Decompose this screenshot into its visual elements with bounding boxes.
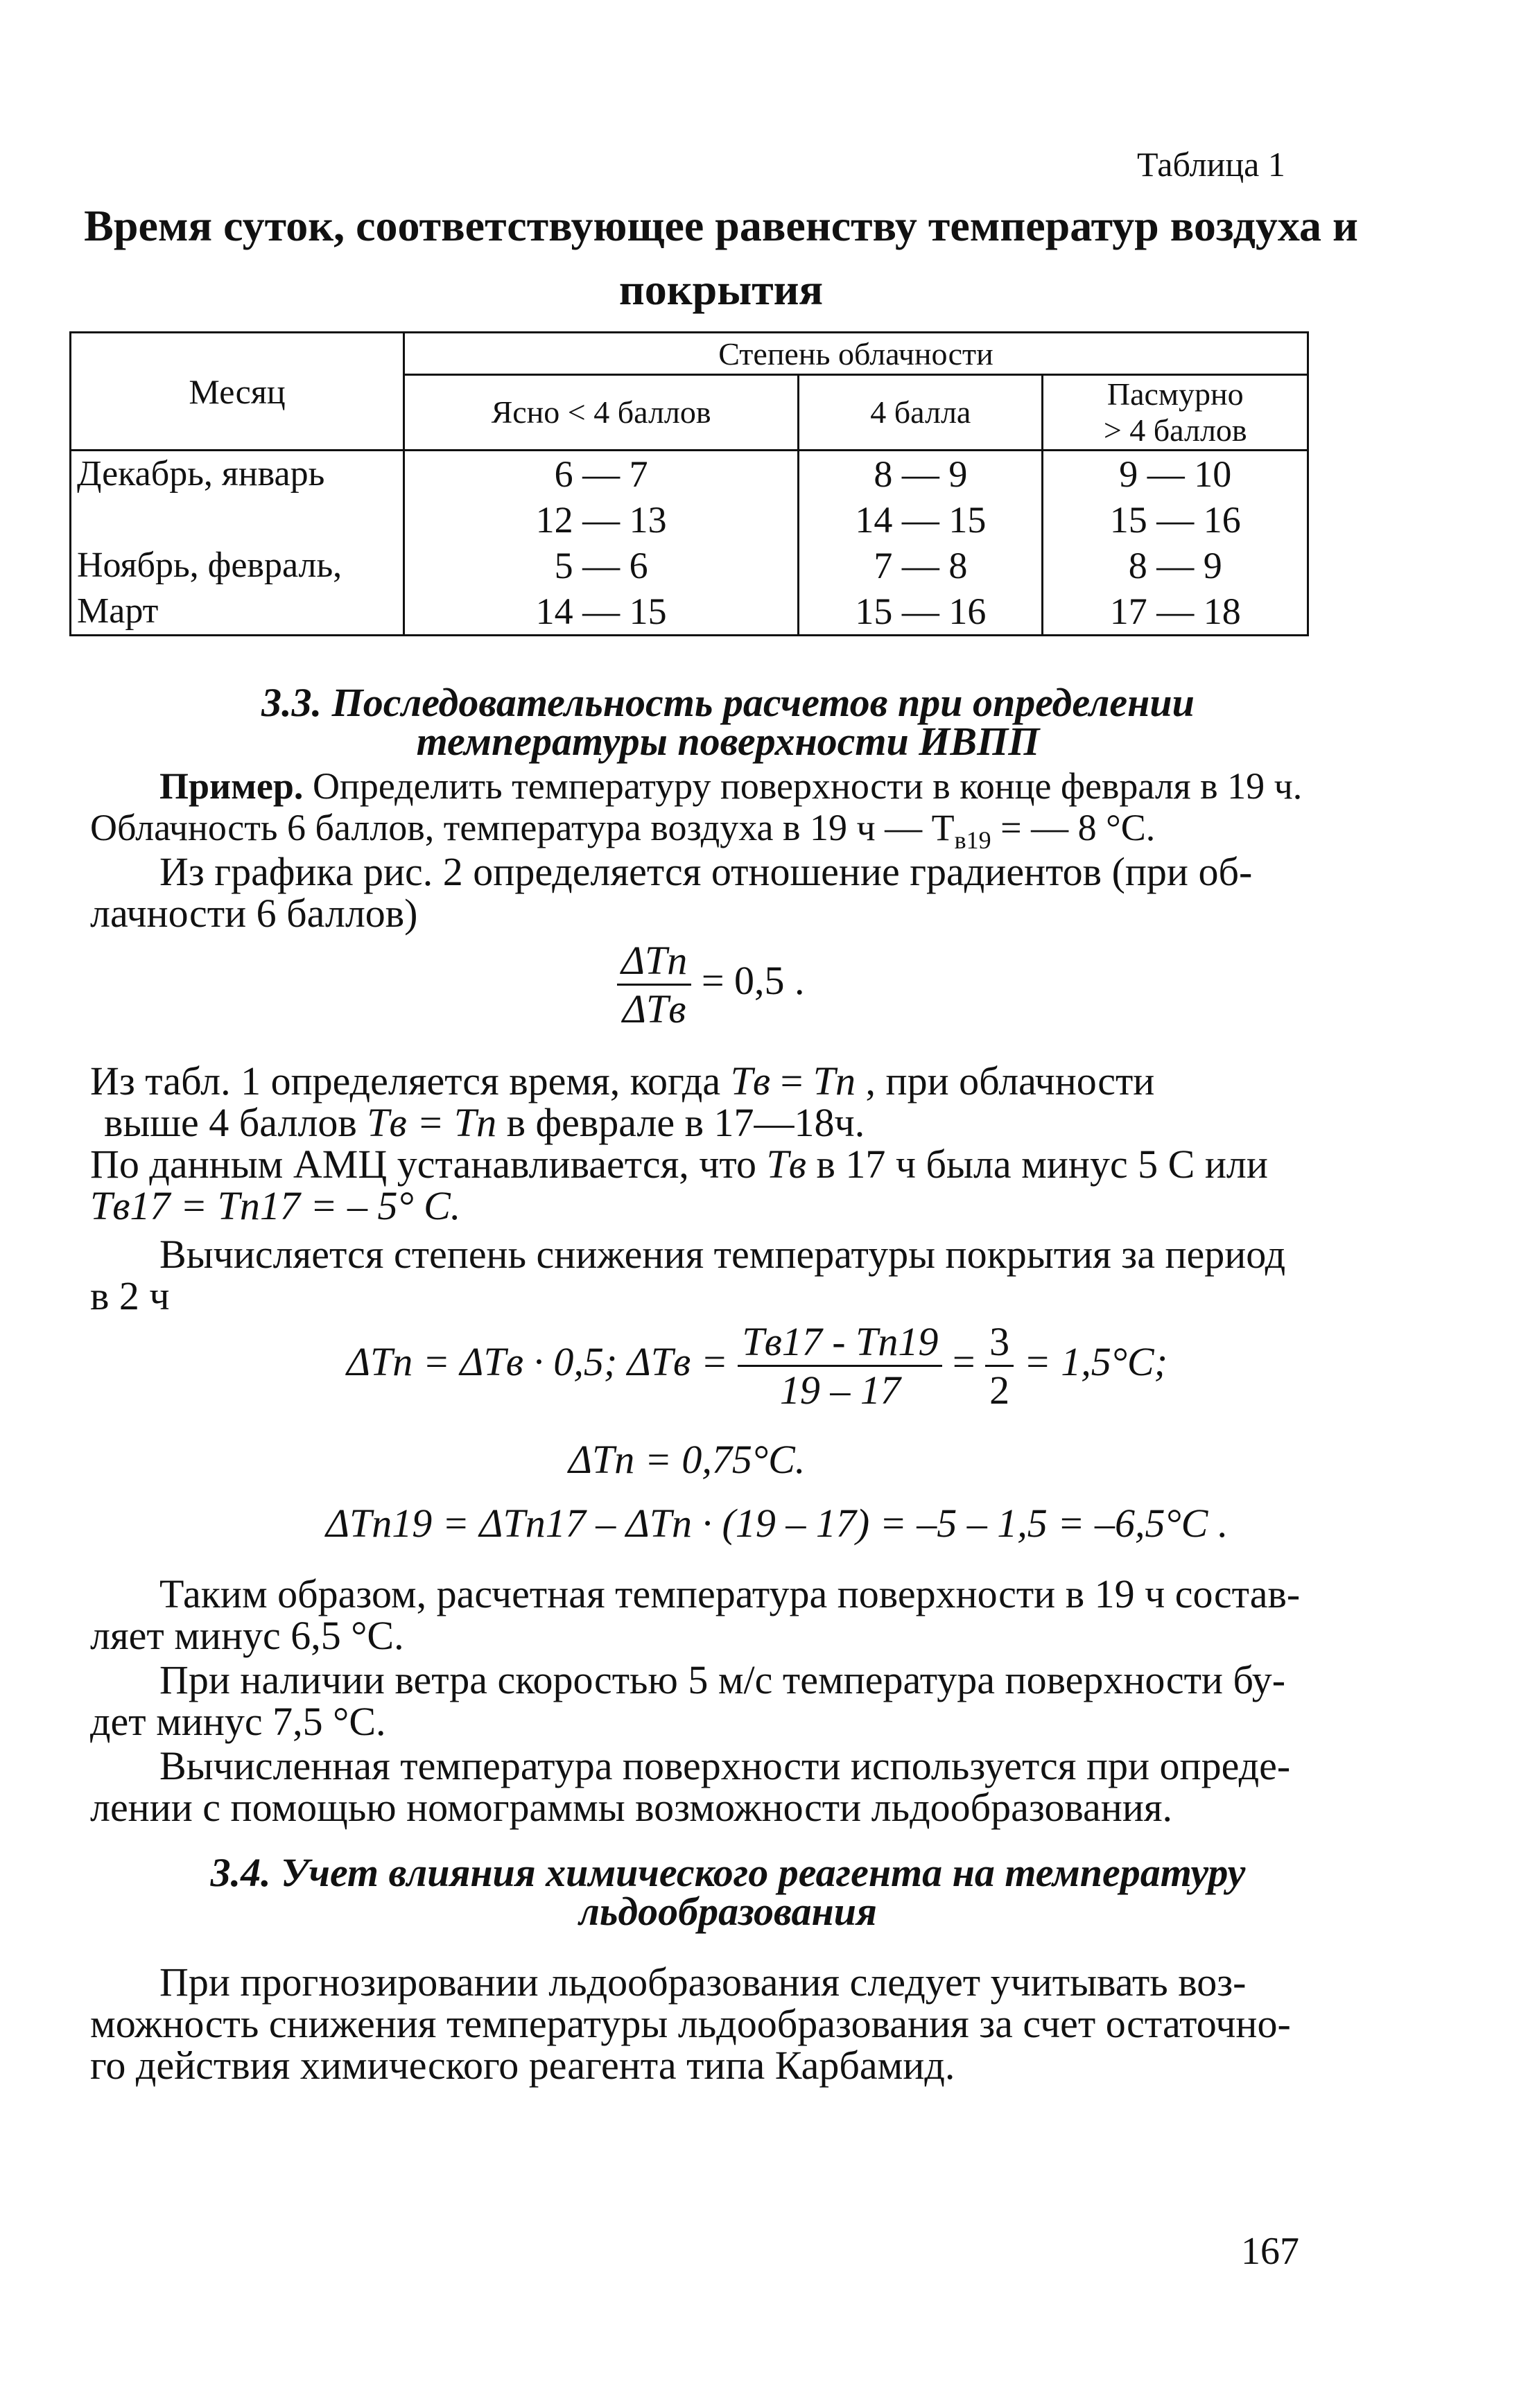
result-paragraph: Таким образом, расчетная температура поверхности в 19 ч состав- ляет минус 6,5 °C. — [90, 1571, 1301, 1658]
col-header-overcast: Пасмурно > 4 баллов — [1043, 375, 1308, 451]
col-header-four: 4 балла — [799, 375, 1043, 451]
section-3-3-heading-line-1: 3.3. Последовательность расчетов при определении — [261, 680, 1195, 725]
table-row: Декабрь, январь 6 — 7 8 — 9 9 — 10 — [71, 451, 1308, 498]
calculation-paragraph: Вычисляется степень снижения температуры покрытия за период в 2 ч — [90, 1232, 1286, 1318]
surface-gradient-equation: ΔTп = 0,75°C. — [568, 1437, 806, 1482]
table-title-line-2: покрытия — [618, 265, 824, 314]
table-number-label: Таблица 1 — [1137, 145, 1285, 184]
table-lookup-paragraph: Из табл. 1 определяется время, когда Tв = Tп , при облачности выше 4 баллов Tв = Tп в феврале в 17—18ч. По данным АМЦ устанавливается, что Tв в 17 ч была минус 5 С или Tв17 = Tп17 = – 5° C. — [90, 1058, 1268, 1228]
col-header-clear: Ясно < 4 баллов — [404, 375, 799, 451]
month-header: Месяц — [71, 333, 404, 451]
table-row: Ноябрь, февраль, 5 — 6 7 — 8 8 — 9 — [71, 543, 1308, 588]
wind-paragraph: При наличии ветра скоростью 5 м/с температура поверхности бу- дет минус 7,5 °C. — [90, 1657, 1286, 1744]
cloudiness-header: Степень облачности — [404, 333, 1308, 375]
page-number: 167 — [1241, 2230, 1299, 2273]
table-title-line-1: Время суток, соответствующее равенству температур воздуха и — [84, 201, 1358, 250]
graph-paragraph: Из графика рис. 2 определяется отношение градиентов (при об- лачности 6 баллов) — [90, 849, 1253, 936]
table-row: Март 14 — 15 15 — 16 17 — 18 — [71, 588, 1308, 636]
section-3-3-heading-line-2: температуры поверхности ИВПП — [416, 719, 1040, 764]
forecast-paragraph: При прогнозировании льдообразования следует учитывать воз- можность снижения температуры льдообразования за счет остаточно- го действия химического реагента типа Карбамид. — [90, 1960, 1291, 2088]
time-of-day-table — [69, 331, 1309, 636]
gradient-ratio-equation: $\frac{\text{ΔTп}}{\text{ΔTв}}$ = 0,5 . — [617, 937, 805, 1032]
nomogram-paragraph: Вычисленная температура поверхности используется при опреде- лении с помощью номограммы возможности льдообразования. — [90, 1743, 1291, 1830]
section-3-4-heading-line-1: 3.4. Учет влияния химического реагента на температуру — [210, 1850, 1246, 1895]
example-paragraph: Пример. Определить температуру поверхности в конце февраля в 19 ч. Облачность 6 баллов, температура воздуха в 19 ч — $T_{в19}$ = — 8 °C. — [90, 765, 1303, 854]
surface-temperature-equation: ΔTп19 = ΔTп17 – ΔTп · (19 – 17) = –5 – 1,5 = –6,5°C . — [326, 1501, 1229, 1546]
gradient-calculation-equation: ΔTп = ΔTв · 0,5; ΔTв = $\frac{Tв17 - Tп19}{19 - 17}$ = $\frac{3}{2}$ = 1,5°C; — [347, 1319, 1168, 1413]
section-3-4-heading-line-2: льдообразования — [579, 1889, 877, 1934]
table-row: 12 — 13 14 — 15 15 — 16 — [71, 497, 1308, 543]
